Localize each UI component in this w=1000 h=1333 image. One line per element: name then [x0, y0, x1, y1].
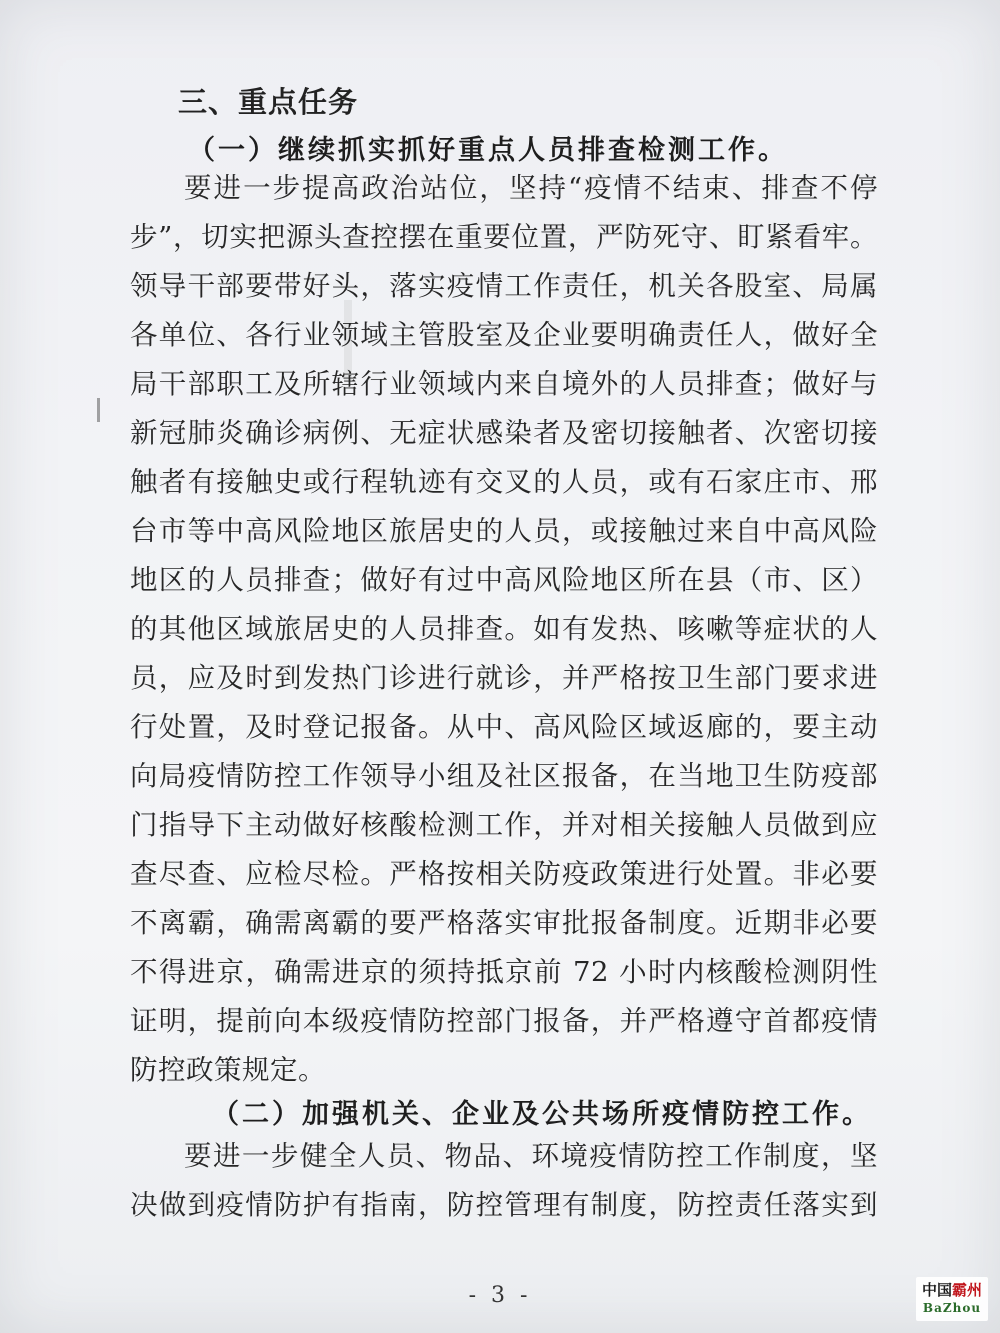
body-line: 要进一步健全人员、物品、环境疫情防控工作制度，坚	[184, 1140, 878, 1172]
subsection-1-body	[130, 164, 878, 1095]
subsection-2-body	[130, 1132, 878, 1230]
body-line: 各单位、各行业领域主管股室及企业要明确责任人，做好全	[130, 319, 878, 351]
body-line: 行处置，及时登记报备。从中、高风险区域返廊的，要主动	[130, 711, 878, 743]
body-line: 不离霸，确需离霸的要严格落实审批报备制度。近期非必要	[130, 907, 878, 939]
body-line: 要进一步提高政治站位，坚持“疫情不结束、排查不停	[184, 172, 878, 204]
body-line: 决做到疫情防护有指南，防控管理有制度，防控责任落实到	[130, 1189, 878, 1221]
body-line: 台市等中高风险地区旅居史的人员，或接触过来自中高风险	[130, 515, 878, 547]
section-heading: 三、重点任务	[178, 85, 359, 119]
subsection-1-heading: （一）继续抓实抓好重点人员排查检测工作。	[188, 135, 788, 166]
body-line: 领导干部要带好头，落实疫情工作责任，机关各股室、局属	[130, 270, 878, 302]
body-line: 防控政策规定。	[130, 1054, 326, 1086]
body-line: 员，应及时到发热门诊进行就诊，并严格按卫生部门要求进	[130, 662, 878, 694]
body-line: 门指导下主动做好核酸检测工作，并对相关接触人员做到应	[130, 809, 878, 841]
site-watermark-logo	[916, 1277, 988, 1321]
watermark-subtitle: BaZhou	[922, 1301, 982, 1315]
body-line: 向局疫情防控工作领导小组及社区报备，在当地卫生防疫部	[130, 760, 878, 792]
body-line: 查尽查、应检尽检。严格按相关防疫政策进行处置。非必要	[130, 858, 878, 890]
body-line: 的其他区域旅居史的人员排查。如有发热、咳嗽等症状的人	[130, 613, 878, 645]
watermark-title: 中国霸州	[921, 1281, 983, 1299]
body-line: 不得进京，确需进京的须持抵京前 72 小时内核酸检测阴性	[130, 956, 878, 988]
margin-mark	[97, 398, 100, 422]
body-line: 局干部职工及所辖行业领域内来自境外的人员排查；做好与	[130, 368, 878, 400]
page-number: - 3 -	[468, 1283, 532, 1308]
body-line: 地区的人员排查；做好有过中高风险地区所在县（市、区）	[130, 564, 878, 596]
body-line: 触者有接触史或行程轨迹有交叉的人员，或有石家庄市、邢	[130, 466, 878, 498]
body-line: 新冠肺炎确诊病例、无症状感染者及密切接触者、次密切接	[130, 417, 878, 449]
body-line: 步”，切实把源头查控摆在重要位置，严防死守、盯紧看牢。	[130, 221, 878, 253]
body-line: 证明，提前向本级疫情防控部门报备，并严格遵守首都疫情	[130, 1005, 878, 1037]
subsection-2-heading: （二）加强机关、企业及公共场所疫情防控工作。	[212, 1099, 872, 1130]
